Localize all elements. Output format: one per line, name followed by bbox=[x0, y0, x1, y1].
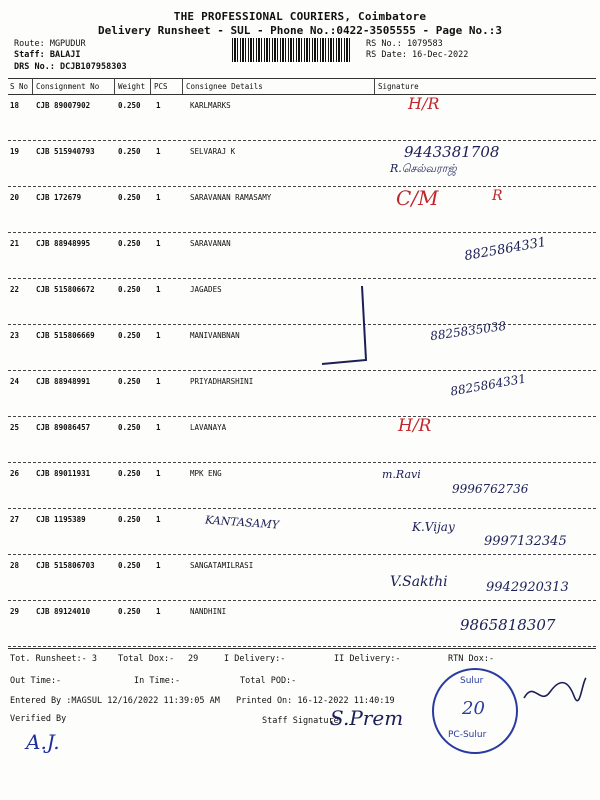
col-consignment: Consignment No bbox=[36, 82, 100, 91]
row-sno: 21 bbox=[10, 239, 20, 248]
row-pcs: 1 bbox=[156, 469, 161, 478]
rs-number: RS No.: 1079583 bbox=[366, 39, 443, 49]
row-consignee: MPK ENG bbox=[190, 469, 222, 478]
row-consignment: CJB 1195389 bbox=[36, 515, 86, 524]
row-pcs: 1 bbox=[156, 239, 161, 248]
row-consignment: CJB 89007902 bbox=[36, 101, 91, 110]
total-pod: Total POD:- bbox=[240, 676, 297, 686]
route-label: Route: MGPUDUR bbox=[14, 39, 86, 49]
office-stamp bbox=[432, 668, 518, 754]
staff-signature-label: Staff Signature bbox=[262, 716, 339, 726]
row-pcs: 1 bbox=[156, 377, 161, 386]
footer-border bbox=[8, 648, 596, 649]
row-pcs: 1 bbox=[156, 147, 161, 156]
row-pcs: 1 bbox=[156, 193, 161, 202]
row-separator bbox=[8, 646, 596, 647]
row-consignee: SARAVANAN bbox=[190, 239, 231, 248]
row-sno: 20 bbox=[10, 193, 20, 202]
row-sno: 25 bbox=[10, 423, 20, 432]
row-sno: 29 bbox=[10, 607, 20, 616]
row-weight: 0.250 bbox=[118, 147, 141, 156]
column-divider bbox=[32, 78, 33, 94]
handwritten-sign-26: m.Ravi bbox=[382, 468, 421, 481]
i-delivery: I Delivery:- bbox=[224, 654, 286, 664]
handwritten-sign-28: V.Sakthi bbox=[390, 574, 448, 590]
row-pcs: 1 bbox=[156, 101, 161, 110]
column-divider bbox=[182, 78, 183, 94]
printed-on: Printed On: 16-12-2022 11:40:19 bbox=[236, 696, 395, 706]
row-signature: 8825864331 bbox=[463, 234, 548, 265]
barcode bbox=[232, 38, 352, 62]
handwritten-bracket bbox=[318, 282, 378, 372]
total-dox-value: 29 bbox=[188, 654, 199, 664]
row-separator bbox=[8, 324, 596, 325]
row-signature: 9996762736 bbox=[452, 482, 529, 496]
row-signature: 9997132345 bbox=[484, 534, 567, 549]
out-time: Out Time:- bbox=[10, 676, 62, 686]
row-signature: 8825864331 bbox=[449, 371, 527, 399]
row-separator bbox=[8, 462, 596, 463]
row-weight: 0.250 bbox=[118, 607, 141, 616]
row-pcs: 1 bbox=[156, 561, 161, 570]
row-pcs: 1 bbox=[156, 423, 161, 432]
row-consignment: CJB 89011931 bbox=[36, 469, 91, 478]
table-header-border bbox=[8, 94, 596, 95]
row-signature: R.செல்வராஜ் bbox=[390, 162, 457, 175]
row-pcs: 1 bbox=[156, 331, 161, 340]
runsheet-title: Delivery Runsheet - SUL - Phone No.:0422-3505555 - Page No.:3 bbox=[98, 24, 502, 37]
drs-number: DRS No.: DCJB107958303 bbox=[14, 62, 127, 72]
rs-date: RS Date: 16-Dec-2022 bbox=[366, 50, 469, 60]
row-weight: 0.250 bbox=[118, 561, 141, 570]
ii-delivery: II Delivery:- bbox=[334, 654, 401, 664]
table-top-border bbox=[8, 78, 596, 79]
row-consignee: SANGATAMILRASI bbox=[190, 561, 254, 570]
row-signature: 8825835038 bbox=[429, 318, 507, 344]
row-sno: 23 bbox=[10, 331, 20, 340]
row-consignment: CJB 89086457 bbox=[36, 423, 91, 432]
row-weight: 0.250 bbox=[118, 285, 141, 294]
row-consignee: PRIYADHARSHINI bbox=[190, 377, 254, 386]
row-weight: 0.250 bbox=[118, 331, 141, 340]
row-consignment: CJB 88948991 bbox=[36, 377, 91, 386]
row-signature: 9865818307 bbox=[460, 616, 556, 634]
entered-by: Entered By :MAGSUL 12/16/2022 11:39:05 AM bbox=[10, 696, 220, 706]
row-weight: 0.250 bbox=[118, 239, 141, 248]
company-title: THE PROFESSIONAL COURIERS, Coimbatore bbox=[173, 10, 427, 23]
column-divider bbox=[150, 78, 151, 94]
row-consignment: CJB 515940793 bbox=[36, 147, 95, 156]
row-separator bbox=[8, 600, 596, 601]
row-consignment: CJB 515806672 bbox=[36, 285, 95, 294]
row-sno: 28 bbox=[10, 561, 20, 570]
row-pcs: 1 bbox=[156, 515, 161, 524]
verified-by: Verified By bbox=[10, 714, 67, 724]
row-weight: 0.250 bbox=[118, 515, 141, 524]
row-separator bbox=[8, 140, 596, 141]
row-sno: 22 bbox=[10, 285, 20, 294]
row-consignment: CJB 515806703 bbox=[36, 561, 95, 570]
row-sno: 18 bbox=[10, 101, 20, 110]
stamp-top-text: Sulur bbox=[460, 676, 484, 686]
row-consignee: JAGADES bbox=[190, 285, 222, 294]
total-dox-label: Total Dox:- bbox=[118, 654, 175, 664]
row-weight: 0.250 bbox=[118, 193, 141, 202]
rtn-dox: RTN Dox:- bbox=[448, 654, 495, 664]
stamp-center: 20 bbox=[462, 698, 485, 719]
row-consignee: SELVARAJ K bbox=[190, 147, 236, 156]
row-pcs: 1 bbox=[156, 285, 161, 294]
row-signature: 9443381708 bbox=[404, 143, 500, 161]
row-pcs: 1 bbox=[156, 607, 161, 616]
stamp-scribble bbox=[520, 672, 590, 712]
row-consignee: KARLMARKS bbox=[190, 101, 231, 110]
row-consignee: SARAVANAN RAMASAMY bbox=[190, 193, 272, 202]
row-consignee: NANDHINI bbox=[190, 607, 227, 616]
handwritten-consignee-27: KANTASAMY bbox=[204, 513, 280, 532]
row-separator bbox=[8, 186, 596, 187]
tot-runsheet: Tot. Runsheet:- 3 bbox=[10, 654, 97, 664]
stamp-bottom-text: PC-Sulur bbox=[448, 730, 487, 740]
row-separator bbox=[8, 416, 596, 417]
row-separator bbox=[8, 370, 596, 371]
col-consignee: Consignee Details bbox=[186, 82, 263, 91]
staff-signature: S.Prem bbox=[330, 706, 404, 730]
row-weight: 0.250 bbox=[118, 469, 141, 478]
row-separator bbox=[8, 278, 596, 279]
row-weight: 0.250 bbox=[118, 101, 141, 110]
col-signature: Signature bbox=[378, 82, 419, 91]
row-consignee: MANIVANBNAN bbox=[190, 331, 240, 340]
row-weight: 0.250 bbox=[118, 377, 141, 386]
row-separator bbox=[8, 232, 596, 233]
row-signature: R bbox=[492, 188, 503, 204]
row-consignment: CJB 172679 bbox=[36, 193, 82, 202]
col-weight: Weight bbox=[118, 82, 146, 91]
row-separator bbox=[8, 554, 596, 555]
column-divider bbox=[114, 78, 115, 94]
row-signature: 9942920313 bbox=[486, 580, 569, 595]
row-signature: H/R bbox=[398, 416, 432, 436]
row-signature: H/R bbox=[408, 94, 440, 113]
row-sno: 26 bbox=[10, 469, 20, 478]
col-sno: S No bbox=[10, 82, 29, 91]
column-divider bbox=[374, 78, 375, 94]
row-sno: 24 bbox=[10, 377, 20, 386]
row-sno: 19 bbox=[10, 147, 20, 156]
col-pcs: PCS bbox=[154, 82, 168, 91]
in-time: In Time:- bbox=[134, 676, 181, 686]
row-signature: C/M bbox=[396, 186, 439, 210]
row-separator bbox=[8, 508, 596, 509]
row-consignment: CJB 88948995 bbox=[36, 239, 91, 248]
row-consignee: LAVANAYA bbox=[190, 423, 227, 432]
verified-signature: A.J. bbox=[26, 730, 60, 754]
staff-label: Staff: BALAJI bbox=[14, 50, 81, 60]
row-sno: 27 bbox=[10, 515, 20, 524]
row-weight: 0.250 bbox=[118, 423, 141, 432]
row-consignment: CJB 515806669 bbox=[36, 331, 95, 340]
handwritten-sign-27: K.Vijay bbox=[412, 520, 455, 534]
row-consignment: CJB 89124010 bbox=[36, 607, 91, 616]
